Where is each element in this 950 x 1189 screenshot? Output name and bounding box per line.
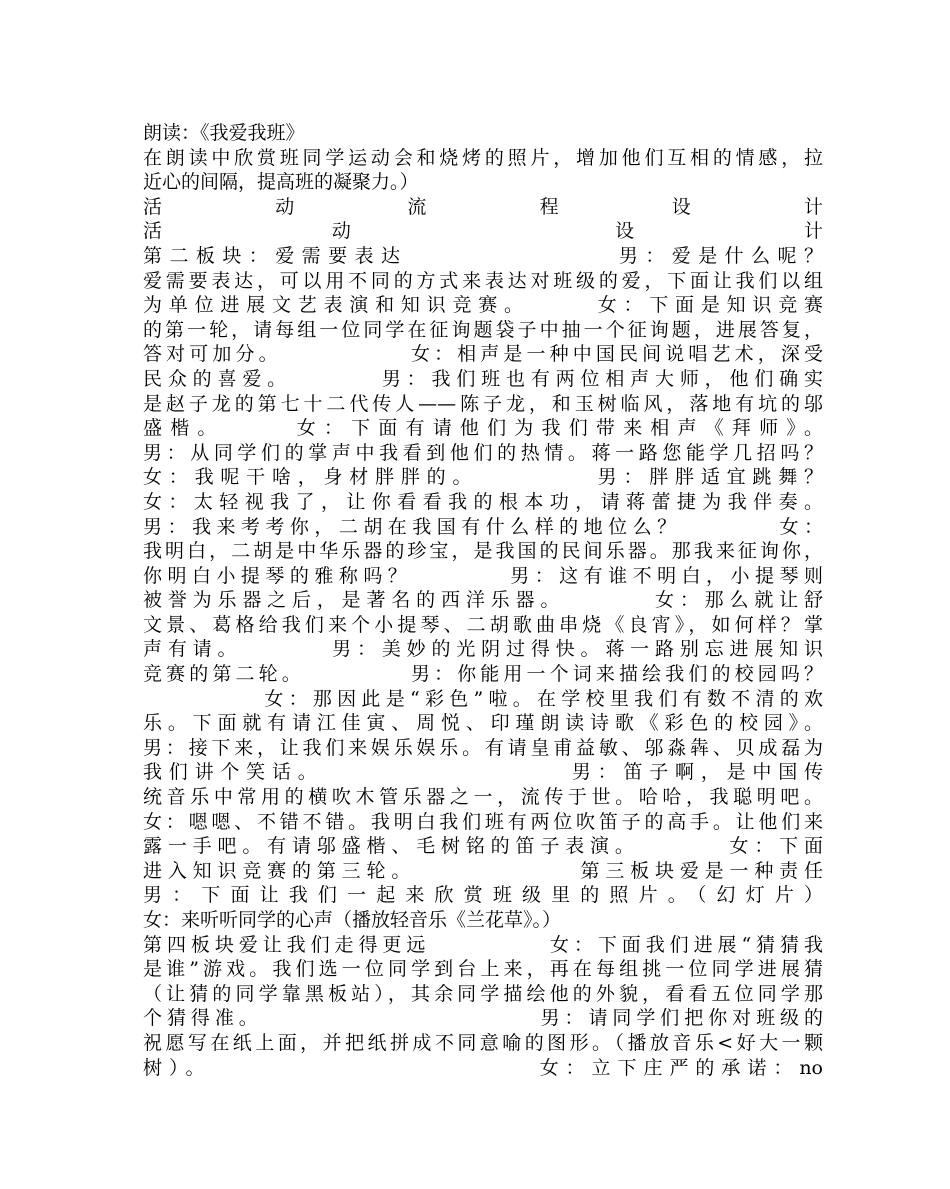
text-line: 答对可加分。 女：相声是一种中国民间说唱艺术，深受 <box>143 343 823 366</box>
text-line: 活 动 设 计 <box>143 220 823 243</box>
text-line: 近心的间隔，提高班的凝聚力。） <box>143 171 419 194</box>
text-line: 被誉为乐器之后，是著名的西洋乐器。 女：那么就让舒 <box>143 589 823 612</box>
text-line: 男：接下来，让我们来娱乐娱乐。有请皇甫益敏、邬淼犇、贝成磊为 <box>143 736 823 759</box>
text-line: 女：那因此是“彩色”啦。在学校里我们有数不清的欢 <box>143 687 823 710</box>
text-line: 个猜得准。 男：请同学们把你对班级的 <box>143 1007 823 1030</box>
text-line: 我明白，二胡是中华乐器的珍宝，是我国的民间乐器。那我来征询你， <box>143 540 823 563</box>
text-line: 在朗读中欣赏班同学运动会和烧烤的照片，增加他们互相的情感，拉 <box>143 146 823 169</box>
text-line: 女：来听听同学的心声（播放轻音乐《兰花草》。） <box>143 909 562 931</box>
text-line: 民众的喜爱。 男：我们班也有两位相声大师，他们确实 <box>143 367 823 390</box>
text-line: 你明白小提琴的雅称吗？ 男：这有谁不明白，小提琴则 <box>143 564 823 587</box>
text-line: 为单位进展文艺表演和知识竞赛。 女：下面是知识竞赛 <box>143 294 823 317</box>
text-line: 女：太轻视我了，让你看看我的根本功，请蒋蕾捷为我伴奏。 <box>143 490 823 513</box>
text-line: 盛楷。 女：下面有请他们为我们带来相声《拜师》。 <box>143 417 823 440</box>
text-line: 活 动 流 程 设 计 <box>143 195 823 218</box>
text-line: 竞赛的第二轮。 男：你能用一个词来描绘我们的校园吗？ <box>143 663 823 686</box>
text-line: 我们讲个笑话。 男：笛子啊，是中国传 <box>143 761 823 784</box>
text-line: 露一手吧。有请邬盛楷、毛树铭的笛子表演。 女：下面 <box>143 835 823 858</box>
text-line: 乐。下面就有请江佳寅、周悦、印瑾朗读诗歌《彩色的校园》。 <box>143 712 823 735</box>
text-line: 第四板块爱让我们走得更远 女：下面我们进展“猜猜我 <box>143 933 823 956</box>
text-line: 女：嗯嗯、不错不错。我明白我们班有两位吹笛子的高手。让他们来 <box>143 810 823 833</box>
text-line: 爱需要表达，可以用不同的方式来表达对班级的爱，下面让我们以组 <box>143 269 823 292</box>
text-line: 声有请。 男：美妙的光阴过得快。蒋一路别忘进展知识 <box>143 638 823 661</box>
text-line: 文景、葛格给我们来个小提琴、二胡歌曲串烧《良宵》，如何样？掌 <box>143 613 823 636</box>
text-line: 统音乐中常用的横吹木管乐器之一，流传于世。哈哈，我聪明吧。 <box>143 786 823 809</box>
text-line: 男：我来考考你，二胡在我国有什么样的地位么？ 女： <box>143 515 823 538</box>
document-body <box>143 121 823 1080</box>
text-line: 第二板块：爱需要表达 男：爱是什么呢？ <box>143 244 823 267</box>
text-line: 男：下面让我们一起来欣赏班级里的照片。（幻灯片） <box>143 884 823 907</box>
text-line: 是赵子龙的第七十二代传人——陈子龙，和玉树临风，落地有坑的邬 <box>143 392 823 415</box>
text-line: 祝愿写在纸上面，并把纸拼成不同意喻的图形。（播放音乐<好大一颗 <box>143 1031 823 1054</box>
text-line: 男：从同学们的掌声中我看到他们的热情。蒋一路您能学几招吗？ <box>143 441 823 464</box>
text-line: 朗读：《我爱我班》 <box>143 122 305 144</box>
text-line: 女：我呢干啥，身材胖胖的。 男：胖胖适宜跳舞？ <box>143 466 823 489</box>
text-line: 树）。 女：立下庄严的承诺：no <box>143 1056 823 1079</box>
text-line: 的第一轮，请每组一位同学在征询题袋子中抽一个征询题，进展答复， <box>143 318 823 341</box>
text-line: 是谁”游戏。我们选一位同学到台上来，再在每组挑一位同学进展猜 <box>143 958 823 981</box>
text-line: 进入知识竞赛的第三轮。 第三板块爱是一种责任 <box>143 859 823 882</box>
text-line: （让猜的同学靠黑板站），其余同学描绘他的外貌，看看五位同学那 <box>143 982 823 1005</box>
